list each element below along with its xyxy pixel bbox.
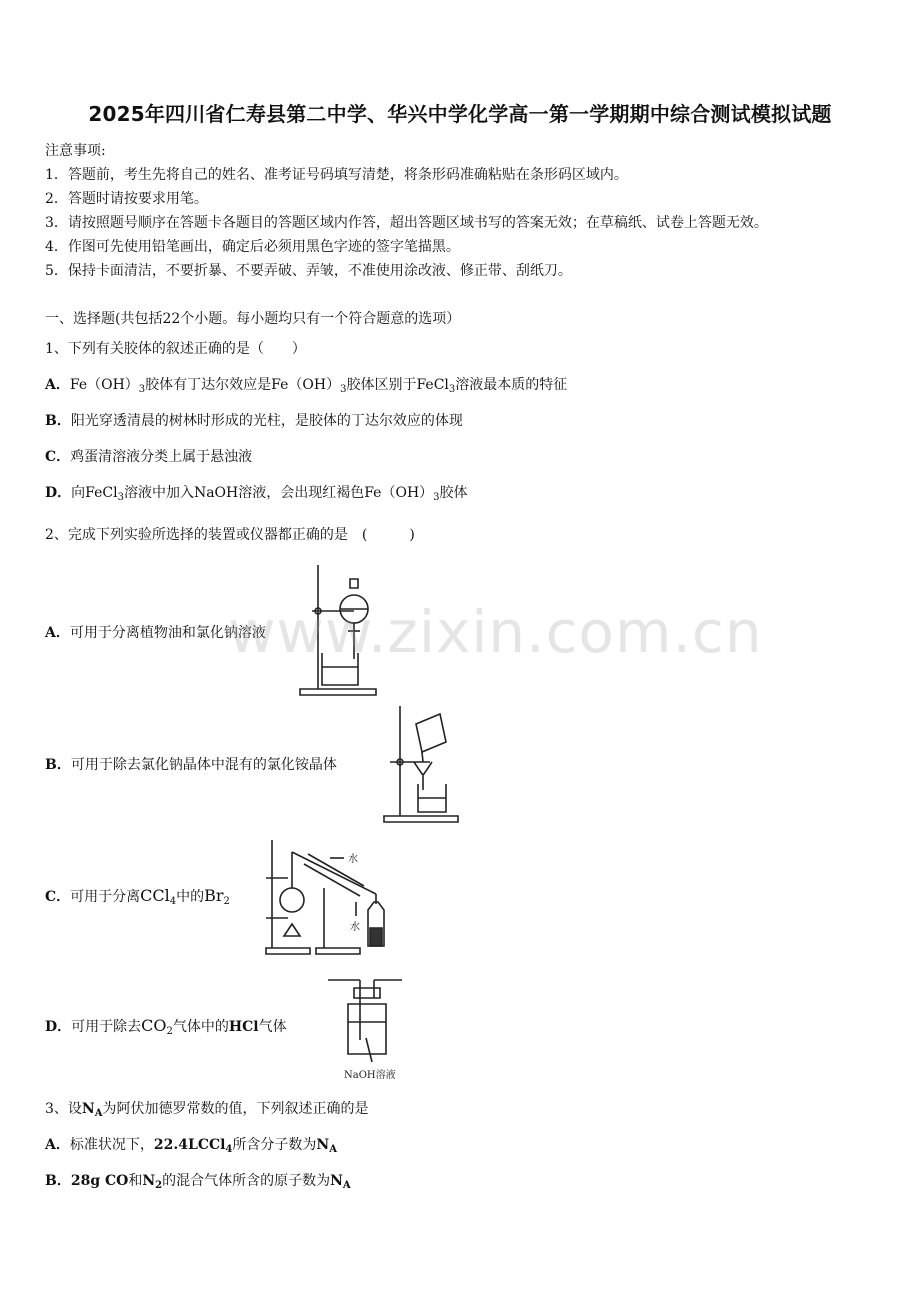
notice-item-4: 4．作图可先使用铅笔画出，确定后必须用黑色字迹的签字笔描黑。 (45, 239, 460, 255)
question-2-option-d[interactable]: D．可用于除去$CO_2$气体中的HCl气体 (45, 1016, 287, 1037)
question-3-stem: 3、设$N_A$为阿伏加德罗常数的值，下列叙述正确的是 (45, 1101, 369, 1119)
question-2-option-a[interactable]: A．可用于分离植物油和氯化钠溶液 (45, 625, 266, 641)
water-inlet-label: 水 (350, 922, 360, 933)
notice-item-5: 5．保持卡面清洁，不要折暴、不要弄破、弄皱，不准使用涂改液、修正带、刮纸刀。 (45, 263, 572, 279)
notice-item-3: 3．请按照题号顺序在答题卡各题目的答题区域内作答，超出答题区域书写的答案无效；在草稿纸、试卷上答题无效。 (45, 215, 768, 231)
filtration-apparatus-image (382, 704, 462, 824)
question-3-option-a[interactable]: A．标准状况下，22.4LCCl$_4$所含分子数为$N_A$ (45, 1137, 337, 1155)
question-2-stem: 2、完成下列实验所选择的装置或仪器都正确的是 ( ) (45, 527, 415, 543)
notice-heading: 注意事项: (45, 143, 106, 159)
question-1-option-b[interactable]: B．阳光穿透清晨的树林时形成的光柱，是胶体的丁达尔效应的体现 (45, 413, 463, 429)
watermark: www.zixin.com.cn (228, 598, 763, 666)
question-2-option-b[interactable]: B．可用于除去氯化钠晶体中混有的氯化铵晶体 (45, 757, 337, 773)
question-1-stem: 1、下列有关胶体的叙述正确的是（ ） (45, 341, 306, 357)
notice-item-2: 2．答题时请按要求用笔。 (45, 191, 208, 207)
section-heading: 一、选择题(共包括22个小题。每小题均只有一个符合题意的选项） (45, 311, 461, 327)
notice-item-1: 1．答题前，考生先将自己的姓名、准考证号码填写清楚，将条形码准确粘贴在条形码区域内。 (45, 167, 628, 183)
question-1-option-c[interactable]: C．鸡蛋清溶液分类上属于悬浊液 (45, 449, 253, 465)
question-1-option-d[interactable]: D．向FeCl$_3$溶液中加入NaOH溶液，会出现红褐色$Fe(OH)_3$胶体 (45, 485, 468, 503)
page-title: 2025年四川省仁寿县第二中学、华兴中学化学高一第一学期期中综合测试模拟试题 (88, 102, 832, 126)
distillation-apparatus-image (264, 838, 400, 958)
question-2-option-c[interactable]: C．可用于分离CCl$_4$中的$Br_2$ (45, 886, 230, 907)
gas-washing-bottle-image (326, 974, 406, 1086)
water-outlet-label: 水 (348, 854, 358, 865)
question-3-option-b[interactable]: B．28g CO和$N_2$的混合气体所含的原子数为$N_A$ (45, 1173, 351, 1191)
naoh-solution-label: NaOH溶液 (344, 1070, 396, 1081)
question-1-option-a[interactable]: A．$Fe(OH)_3$胶体有丁达尔效应是$Fe(OH)_3$胶体区别于FeCl$_3$溶液最本质的特征 (45, 377, 568, 395)
